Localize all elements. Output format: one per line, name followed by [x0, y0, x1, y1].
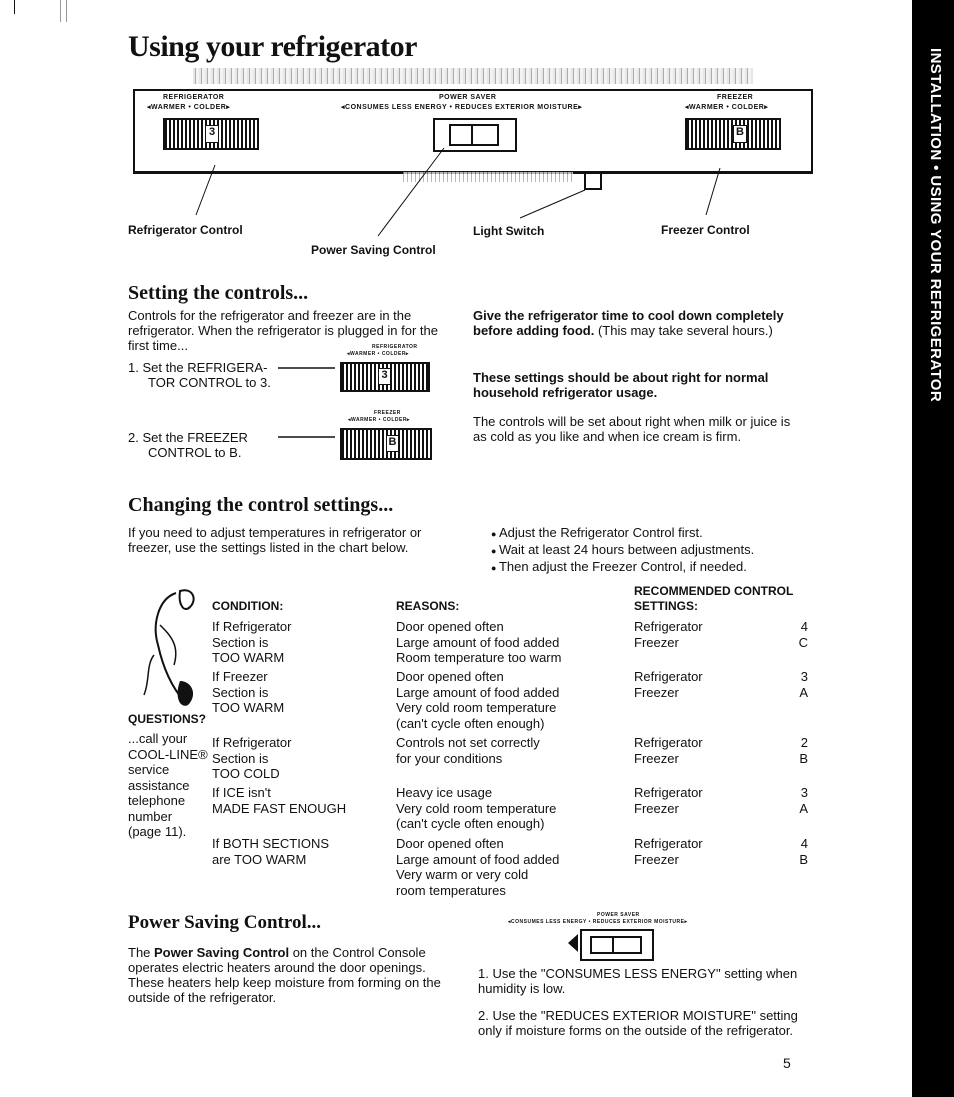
setting-value: A — [799, 800, 808, 816]
condition-line: Section is — [212, 750, 269, 766]
setting-name: Refrigerator — [634, 836, 703, 851]
mini-switch-divider — [612, 936, 614, 954]
reason-line: Very cold room temperature — [396, 700, 557, 715]
condition-line: MADE FAST ENOUGH — [212, 800, 347, 816]
row-reasons — [396, 619, 561, 666]
setting-name: Refrigerator — [634, 669, 703, 684]
setting-value: A — [799, 684, 808, 700]
setting-name: Refrigerator — [634, 735, 703, 750]
mini-switch-slider — [590, 936, 642, 954]
mini-freezer-label: FREEZER — [374, 410, 401, 416]
questions-line: number — [128, 808, 173, 824]
questions-line: assistance — [128, 777, 190, 793]
mini-freezer-dial-value: B — [386, 435, 399, 452]
power-text-pre: The — [128, 945, 155, 960]
mini-freezer-dial — [340, 428, 432, 460]
row-reasons — [396, 669, 559, 731]
panel-refrigerator-scale: ◂WARMER • COLDER▸ — [147, 104, 231, 111]
setting-intro: Controls for the refrigerator and freezer are in the refrigerator. When the refrigerator is plugged in for the first time... — [128, 308, 438, 353]
setting-step1-line2: TOR CONTROL to 3. — [148, 375, 271, 390]
setting-name: Freezer — [634, 851, 679, 867]
reason-line: (can't cycle often enough) — [396, 715, 545, 731]
reason-line: Door opened often — [396, 669, 504, 684]
changing-intro: If you need to adjust temperatures in refrigerator or freezer, use the settings listed in the chart below. — [128, 525, 422, 555]
table-row — [212, 669, 812, 731]
refrigerator-dial-value: 3 — [205, 125, 219, 143]
setting-right-paragraph-1 — [473, 308, 805, 338]
row-reasons — [396, 836, 559, 898]
reason-line: Door opened often — [396, 619, 504, 634]
changing-heading: Changing the control settings... — [128, 494, 394, 516]
power-arrow-icon — [568, 934, 578, 952]
reason-line: (can't cycle often enough) — [396, 816, 545, 831]
setting-name: Freezer — [634, 634, 679, 650]
setting-value: C — [798, 634, 808, 650]
reason-line: Very warm or very cold — [396, 867, 529, 882]
sidebar-label: INSTALLATION • USING YOUR REFRIGERATOR — [927, 48, 944, 403]
table-row — [212, 785, 812, 835]
row-condition — [212, 735, 291, 782]
questions-text — [128, 731, 208, 840]
freezer-control-callout: Freezer Control — [661, 223, 750, 237]
setting-name: Freezer — [634, 684, 679, 700]
bullet-item: ● Wait at least 24 hours between adjustments. — [491, 542, 811, 559]
condition-line: If Freezer — [212, 669, 268, 684]
page-title: Using your refrigerator — [128, 30, 417, 63]
setting-heading: Setting the controls... — [128, 282, 309, 304]
power-step-1: 1. Use the "CONSUMES LESS ENERGY" setting when humidity is low. — [478, 966, 798, 996]
power-step-2: 2. Use the "REDUCES EXTERIOR MOISTURE" setting only if moisture forms on the outside of the refrigerator. — [478, 1008, 798, 1038]
setting-value: 3 — [800, 669, 808, 684]
table-row — [212, 735, 812, 785]
mini-refrigerator-label: REFRIGERATOR — [372, 344, 418, 350]
refrigerator-control-callout: Refrigerator Control — [128, 223, 243, 237]
bullet-item: ● Then adjust the Freezer Control, if needed. — [491, 559, 811, 576]
telephone-handset-illustration — [140, 585, 210, 715]
reason-line: Large amount of food added — [396, 851, 560, 867]
panel-power-saver-label: POWER SAVER — [439, 94, 497, 101]
table-row — [212, 836, 812, 898]
row-settings — [634, 735, 808, 766]
row-settings — [634, 836, 808, 867]
setting-value: B — [799, 750, 808, 766]
reason-line: room temperatures — [396, 882, 506, 898]
changing-bullet-list — [491, 525, 811, 576]
row-condition — [212, 619, 291, 666]
row-condition — [212, 836, 329, 867]
setting-step2-line1: 2. Set the FREEZER — [128, 430, 248, 445]
condition-line: are TOO WARM — [212, 851, 307, 867]
condition-line: TOO COLD — [212, 766, 280, 781]
reason-line: Very cold room temperature — [396, 800, 557, 816]
page-number: 5 — [783, 1055, 791, 1071]
setting-value: 4 — [800, 836, 808, 851]
condition-line: If BOTH SECTIONS — [212, 836, 330, 851]
condition-line: TOO WARM — [212, 700, 285, 715]
power-text-bold: Power Saving Control — [154, 945, 290, 960]
questions-line: ...call your — [128, 731, 188, 746]
cool-down-bold: Give the refrigerator time to cool down completely before adding food. — [473, 308, 784, 338]
mini-refrigerator-dial-value: 3 — [378, 368, 391, 385]
mini-refrigerator-scale: ◂WARMER • COLDER▸ — [347, 351, 409, 357]
col-reasons-header: REASONS: — [396, 599, 460, 613]
condition-line: If Refrigerator — [212, 619, 292, 634]
bullet-item: ● Adjust the Refrigerator Control first. — [491, 525, 811, 542]
condition-line: If Refrigerator — [212, 735, 292, 750]
panel-freezer-scale: ◂WARMER • COLDER▸ — [685, 104, 769, 111]
col-condition-header: CONDITION: — [212, 599, 284, 613]
freezer-dial-value: B — [733, 125, 747, 143]
cool-down-rest: (This may take several hours.) — [594, 323, 773, 338]
setting-name: Refrigerator — [634, 785, 703, 800]
questions-line: service — [128, 762, 170, 777]
reason-line: Large amount of food added — [396, 634, 560, 650]
row-condition — [212, 785, 346, 816]
setting-value: 4 — [800, 619, 808, 634]
questions-heading: QUESTIONS? — [128, 712, 207, 726]
col-settings-header-line2: SETTINGS: — [634, 599, 699, 613]
power-text-post: on the Control Console operates electric heaters around the door openings. These heaters help keep moisture from forming on the outside of the refrigerator. — [128, 945, 441, 1005]
setting-right-paragraph-3: The controls will be set about right when milk or juice is as cold as you like and when ice cream is firm. — [473, 414, 791, 444]
reason-line: Heavy ice usage — [396, 785, 493, 800]
questions-line: (page 11). — [128, 824, 187, 839]
setting-value: 2 — [800, 735, 808, 750]
mini-freezer-scale: ◂WARMER • COLDER▸ — [348, 417, 410, 423]
row-reasons — [396, 785, 556, 832]
power-saving-control-callout: Power Saving Control — [311, 243, 436, 257]
panel-refrigerator-label: REFRIGERATOR — [163, 94, 225, 101]
reason-line: Room temperature too warm — [396, 650, 562, 665]
setting-step1-line1: 1. Set the REFRIGERA- — [128, 360, 268, 375]
mini-power-saver-label: POWER SAVER — [597, 912, 640, 918]
setting-step2-line2: CONTROL to B. — [148, 445, 242, 460]
condition-line: Section is — [212, 684, 269, 700]
questions-line: telephone — [128, 793, 186, 808]
panel-freezer-label: FREEZER — [717, 94, 754, 101]
mini-power-saver-scale: ◂CONSUMES LESS ENERGY • REDUCES EXTERIOR MOISTURE▸ — [508, 919, 688, 925]
reason-line: for your conditions — [396, 750, 503, 766]
mini-refrigerator-dial — [340, 362, 430, 392]
questions-line: COOL-LINE® — [128, 746, 208, 762]
row-settings — [634, 619, 808, 650]
reason-line: Door opened often — [396, 836, 504, 851]
condition-line: TOO WARM — [212, 650, 285, 665]
power-paragraph — [128, 945, 460, 1005]
setting-name: Freezer — [634, 800, 679, 816]
condition-line: Section is — [212, 634, 269, 650]
setting-name: Refrigerator — [634, 619, 703, 634]
col-settings-header-line1: RECOMMENDED CONTROL — [634, 584, 794, 598]
table-row — [212, 619, 812, 669]
setting-value: B — [799, 851, 808, 867]
mini-power-switch — [580, 929, 654, 961]
panel-power-saver-scale: ◂CONSUMES LESS ENERGY • REDUCES EXTERIOR MOISTURE▸ — [341, 104, 583, 111]
condition-line: If ICE isn't — [212, 785, 271, 800]
row-condition — [212, 669, 284, 716]
setting-right-paragraph-2: These settings should be about right for normal household refrigerator usage. — [473, 370, 769, 400]
reason-line: Large amount of food added — [396, 684, 560, 700]
setting-value: 3 — [800, 785, 808, 800]
row-settings — [634, 669, 808, 700]
row-reasons — [396, 735, 540, 766]
reason-line: Controls not set correctly — [396, 735, 540, 750]
row-settings — [634, 785, 808, 816]
light-switch-callout: Light Switch — [473, 224, 545, 238]
power-heading: Power Saving Control... — [128, 912, 321, 933]
setting-name: Freezer — [634, 750, 679, 766]
